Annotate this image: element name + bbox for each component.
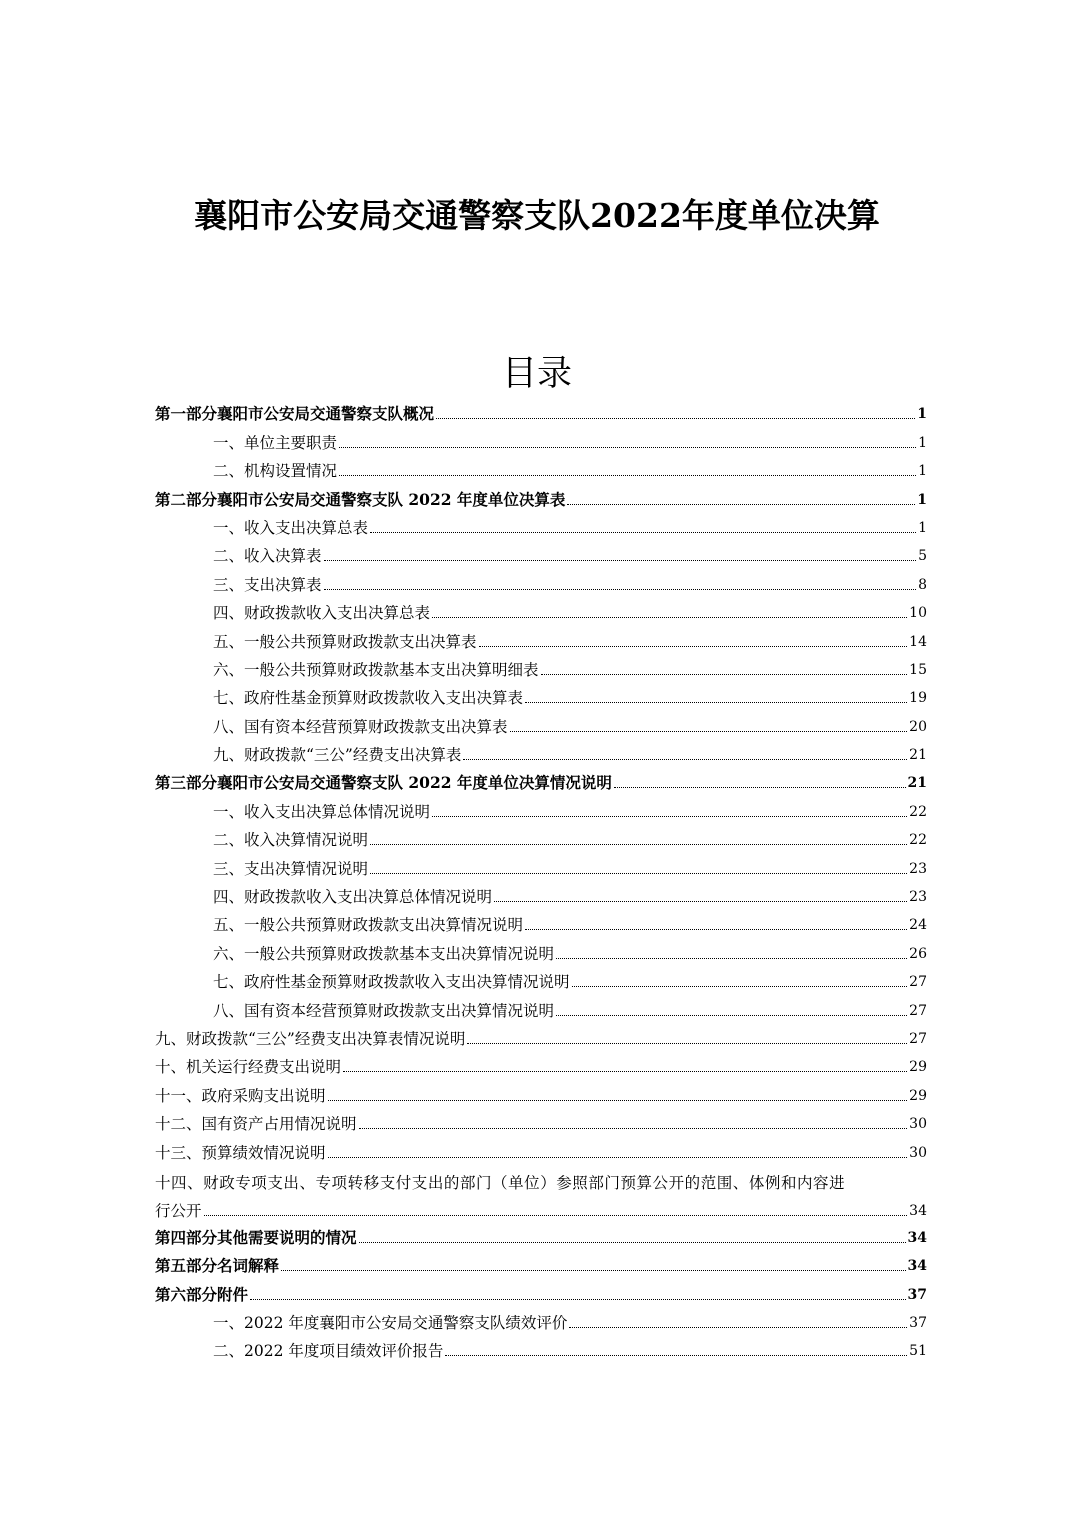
toc-entry-label: 第二部分襄阳市公安局交通警察支队 2022 年度单位决算表 <box>155 489 566 509</box>
toc-entry-page: 8 <box>918 576 927 593</box>
toc-entry[interactable] <box>155 1080 927 1108</box>
toc-entry-label: 十、机关运行经费支出说明 <box>155 1058 342 1077</box>
toc-entry-page: 23 <box>909 860 927 877</box>
toc-entry[interactable] <box>155 1109 927 1137</box>
toc-entry-page: 34 <box>909 1202 927 1219</box>
toc-entry[interactable] <box>155 1024 927 1052</box>
toc-entry[interactable] <box>155 683 927 711</box>
toc-entry-page: 1 <box>918 463 927 480</box>
toc-entry-label: 第三部分襄阳市公安局交通警察支队 2022 年度单位决算情况说明 <box>155 773 612 793</box>
toc-entry-page: 51 <box>909 1343 927 1360</box>
toc-entry-page: 30 <box>909 1144 927 1161</box>
toc-entry[interactable] <box>155 513 927 541</box>
toc-entry-label: 八、国有资本经营预算财政拨款支出决算表 <box>213 717 508 736</box>
toc-entry-label: 九、财政拨款“三公”经费支出决算表情况说明 <box>155 1029 466 1048</box>
toc-entry-page: 27 <box>909 1002 927 1019</box>
dot-leader <box>569 1327 907 1328</box>
toc-entry-label: 第六部分附件 <box>155 1284 249 1304</box>
toc-entry[interactable] <box>155 938 927 966</box>
toc-entry-page: 30 <box>909 1116 927 1133</box>
dot-leader <box>250 1299 906 1300</box>
toc-entry-label: 二、2022 年度项目绩效评价报告 <box>213 1342 444 1361</box>
toc-entry-page: 1 <box>917 491 927 508</box>
toc-entry-label: 二、机构设置情况 <box>213 462 338 481</box>
toc-entry-label: 二、收入决算情况说明 <box>213 831 369 850</box>
toc-entry-page: 1 <box>918 519 927 536</box>
toc-entry[interactable] <box>155 967 927 995</box>
toc-entry-page: 23 <box>909 889 927 906</box>
dot-leader <box>359 1242 906 1243</box>
dot-leader <box>525 702 907 703</box>
toc-entry[interactable] <box>155 796 927 824</box>
dot-leader <box>479 646 908 647</box>
toc-heading: 目录 <box>501 354 572 394</box>
dot-leader <box>324 589 917 590</box>
toc-entry[interactable] <box>155 995 927 1023</box>
toc-entry[interactable] <box>155 598 927 626</box>
toc-entry-label: 十四、财政专项支出、专项转移支付支出的部门（单位）参照部门预算公开的范围、体例和内容进 <box>155 1173 846 1192</box>
toc-entry[interactable] <box>155 711 927 739</box>
dot-leader <box>328 1100 908 1101</box>
dot-leader <box>370 844 907 845</box>
toc-entry-label: 七、政府性基金预算财政拨款收入支出决算情况说明 <box>213 973 570 992</box>
toc-entry[interactable] <box>155 853 927 881</box>
toc-entry[interactable] <box>155 1336 927 1364</box>
dot-leader <box>467 1043 907 1044</box>
toc-entry[interactable] <box>155 541 927 569</box>
toc-entry-label: 一、2022 年度襄阳市公安局交通警察支队绩效评价 <box>213 1313 568 1332</box>
toc-entry-page: 1 <box>918 434 927 451</box>
toc-entry-label: 三、支出决算表 <box>213 575 322 594</box>
dot-leader <box>463 759 907 760</box>
toc-entry[interactable] <box>155 484 927 512</box>
toc-entry-page: 27 <box>909 1030 927 1047</box>
toc-entry[interactable] <box>155 740 927 768</box>
toc-entry-label: 四、财政拨款收入支出决算总体情况说明 <box>213 888 493 907</box>
dot-leader <box>556 1015 907 1016</box>
toc-entry-page: 27 <box>909 974 927 991</box>
toc-entry-label: 五、一般公共预算财政拨款支出决算情况说明 <box>213 916 524 935</box>
toc-entry-page: 29 <box>909 1059 927 1076</box>
toc-entry-label: 十一、政府采购支出说明 <box>155 1086 326 1105</box>
toc-entry-page: 26 <box>909 945 927 962</box>
toc-entry-page: 22 <box>909 803 927 820</box>
toc-entry-page: 19 <box>909 690 927 707</box>
toc-entry[interactable] <box>155 427 927 455</box>
toc-entry-page: 20 <box>909 718 927 735</box>
table-of-contents <box>155 399 927 1364</box>
dot-leader <box>328 1157 908 1158</box>
toc-entry-label: 一、单位主要职责 <box>213 433 338 452</box>
toc-entry[interactable] <box>155 655 927 683</box>
toc-entry-page: 15 <box>909 661 927 678</box>
toc-entry-label: 一、收入支出决算总表 <box>213 518 369 537</box>
toc-entry-label: 九、财政拨款“三公”经费支出决算表 <box>213 746 462 765</box>
toc-entry[interactable] <box>155 1052 927 1080</box>
toc-entry[interactable] <box>155 910 927 938</box>
dot-leader <box>359 1128 908 1129</box>
toc-entry-label: 十二、国有资产占用情况说明 <box>155 1115 357 1134</box>
toc-entry-page: 21 <box>909 747 927 764</box>
toc-entry-page: 22 <box>909 832 927 849</box>
dot-leader <box>525 929 907 930</box>
dot-leader <box>614 787 906 788</box>
dot-leader <box>445 1355 907 1356</box>
dot-leader <box>510 731 908 732</box>
toc-entry-page: 21 <box>907 775 927 792</box>
toc-entry-label: 五、一般公共预算财政拨款支出决算表 <box>213 632 477 651</box>
toc-entry[interactable] <box>155 825 927 853</box>
toc-entry-page: 34 <box>907 1229 927 1246</box>
dot-leader <box>370 873 907 874</box>
toc-entry-page: 14 <box>909 633 927 650</box>
dot-leader <box>494 901 907 902</box>
toc-entry-page: 37 <box>907 1286 927 1303</box>
toc-entry[interactable] <box>155 399 927 427</box>
toc-entry-label: 第五部分名词解释 <box>155 1256 280 1276</box>
toc-entry-page: 29 <box>909 1087 927 1104</box>
dot-leader <box>556 958 907 959</box>
toc-entry-label: 一、收入支出决算总体情况说明 <box>213 802 431 821</box>
dot-leader <box>432 816 907 817</box>
toc-entry-page: 24 <box>909 917 927 934</box>
toc-entry-label: 八、国有资本经营预算财政拨款支出决算情况说明 <box>213 1001 555 1020</box>
toc-entry[interactable] <box>155 1222 927 1250</box>
toc-entry-page: 37 <box>909 1314 927 1331</box>
toc-entry-label: 六、一般公共预算财政拨款基本支出决算明细表 <box>213 660 539 679</box>
toc-entry-label-continued: 行公开 <box>155 1201 202 1220</box>
toc-entry-page: 10 <box>909 605 927 622</box>
dot-leader <box>324 560 917 561</box>
toc-entry-label: 二、收入决算表 <box>213 547 322 566</box>
toc-entry[interactable] <box>155 1308 927 1336</box>
toc-entry-label: 六、一般公共预算财政拨款基本支出决算情况说明 <box>213 944 555 963</box>
dot-leader <box>436 418 915 419</box>
toc-entry[interactable] <box>155 1166 927 1223</box>
toc-entry-label: 七、政府性基金预算财政拨款收入支出决算表 <box>213 689 524 708</box>
toc-entry[interactable] <box>155 456 927 484</box>
dot-leader <box>541 674 908 675</box>
toc-entry-label: 三、支出决算情况说明 <box>213 859 369 878</box>
toc-entry[interactable] <box>155 1251 927 1279</box>
toc-entry[interactable] <box>155 1137 927 1165</box>
dot-leader <box>567 504 915 505</box>
document-title: 襄阳市公安局交通警察支队2022年度单位决算 <box>194 196 880 235</box>
toc-entry[interactable] <box>155 768 927 796</box>
dot-leader <box>432 617 907 618</box>
toc-entry[interactable] <box>155 569 927 597</box>
toc-entry-label: 十三、预算绩效情况说明 <box>155 1143 326 1162</box>
dot-leader <box>370 532 916 533</box>
dot-leader <box>572 986 908 987</box>
dot-leader <box>204 1215 908 1216</box>
toc-entry-page: 5 <box>918 548 927 565</box>
toc-entry-label: 第一部分襄阳市公安局交通警察支队概况 <box>155 404 435 424</box>
toc-entry-page: 1 <box>917 406 927 423</box>
dot-leader <box>343 1071 907 1072</box>
toc-entry[interactable] <box>155 1279 927 1307</box>
dot-leader <box>339 447 916 448</box>
toc-entry-label: 四、财政拨款收入支出决算总表 <box>213 604 431 623</box>
toc-entry[interactable] <box>155 882 927 910</box>
toc-entry-page: 34 <box>907 1258 927 1275</box>
toc-entry[interactable] <box>155 626 927 654</box>
toc-entry-label: 第四部分其他需要说明的情况 <box>155 1227 357 1247</box>
dot-leader <box>281 1270 906 1271</box>
dot-leader <box>339 475 916 476</box>
